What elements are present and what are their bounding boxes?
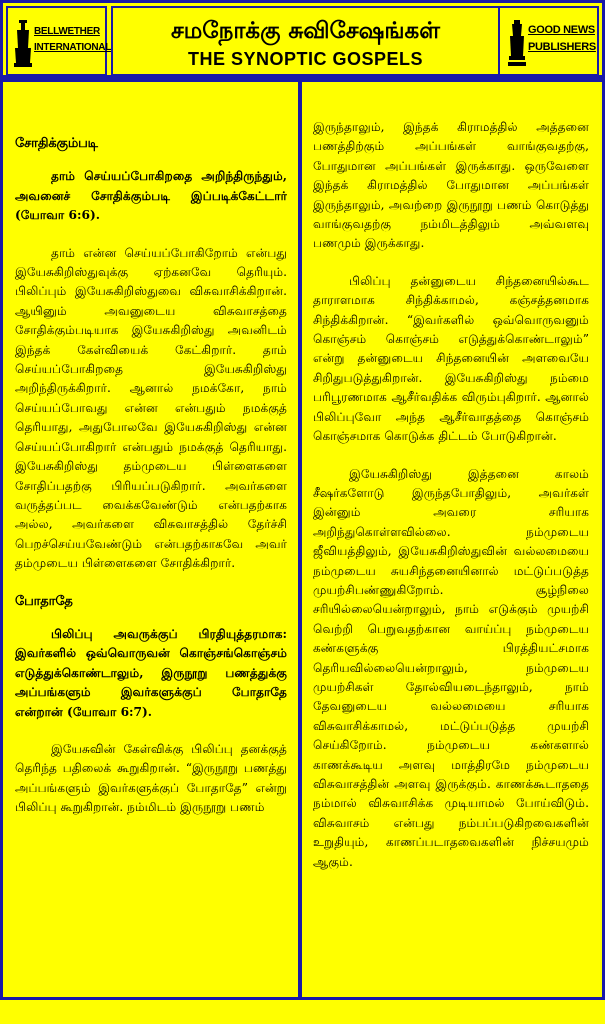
- bellwether-logo-icon: [14, 18, 32, 68]
- section-verse-john-6-6: தாம் செய்யப்போகிறதை அறிந்திருந்தும், அவனைச் சோதிக்கும்படி இப்படிக்கேட்டார் (யோவா 6:6).: [15, 169, 287, 223]
- page-header: [0, 0, 605, 78]
- title-box: [111, 6, 500, 76]
- left-column: [15, 134, 287, 1024]
- bellwether-logo-box: [6, 6, 112, 76]
- section-heading-pothathe: போதாதே: [15, 593, 73, 609]
- paragraph-philip-thinking: பிலிப்பு தன்னுடைய சிந்தனையில்கூட தாராளமாக சிந்திக்காமல், கஞ்சத்தனமாக சிந்திக்கிறான். “இவர்களில் ஒவ்வொருவனும் கொஞ்சம் கொஞ்சம் எடுத்துக்கொண்டாலும்” என்று தன்னுடைய சிந்தனையின் அளவையே சிறிதுபடுத்துகிறான். இயேசுகிறிஸ்து நம்மை பரிபூரணமாக ஆசீர்வதிக்க விரும்புகிறார். ஆனால் பிலிப்புவோ அந்த ஆசீர்வாதத்தை கொஞ்சம் கொஞ்சமாக கொடுக்க திட்டம் போடுகிறான்.: [313, 273, 589, 444]
- good-news-logo-box: [498, 6, 599, 76]
- section-heading-sothikkumpadi: சோதிக்கும்படி: [15, 136, 98, 151]
- bellwether-logo-text: BELLWETHER INTERNATIONAL: [34, 26, 112, 53]
- good-news-logo-icon: [508, 18, 526, 68]
- paragraph-continued: இருந்தாலும், இந்தக் கிராமத்தில் அத்தனை பணத்திற்கும் அப்பங்கள் வாங்குவதற்கு, போதுமான அப்பங்கள் இருக்காது. ஒருவேளை இந்தக் கிராமத்தில் போதுமான அப்பங்கள் இருந்தாலும், அவற்றை இருநூறு பணம் கொடுத்து வாங்குவதற்கு நம்மிடத்திலும் அவ்வளவு பணமும் இருக்காது.: [313, 120, 589, 251]
- right-column: [313, 118, 589, 998]
- column-divider: [298, 82, 302, 1000]
- page-title-english: THE SYNOPTIC GOSPELS: [187, 49, 424, 69]
- page-title-tamil: சமநோக்கு சுவிசேஷங்கள்: [171, 18, 440, 44]
- paragraph-faith: இயேசுகிறிஸ்து இத்தனை காலம் சீஷர்களோடு இருந்தபோதிலும், அவர்கள் இன்னும் அவரை சரியாக அறிந்துகொள்ளவில்லை. நம்முடைய ஜீவியத்திலும், இயேசுகிறிஸ்துவின் வல்லமையை நம்முடைய சுயசிந்தனையினால் மட்டுப்படுத்த முயற்சிபண்ணுகிறோம். சூழ்நிலை சரியில்லையென்றாலும், நாம் எடுக்கும் முயற்சி வெற்றி பெறுவதற்கான வாய்ப்பு நம்முடைய கண்களுக்கு பிரத்தியட்சமாக தெரியவில்லையென்றாலும், நம்முடைய முயற்சிகள் தோல்வியடைந்தாலும், நாம் தேவனுடைய வல்லமையை சரியாக விசுவாசிக்காமல், மட்டுப்படுத்த முயற்சி செய்கிறோம். நம்முடைய கண்களால் காணக்கூடிய அளவு மாத்திரமே நம்முடைய விசுவாசத்தின் அளவு இருக்கும். காணக்கூடாததை நம்மால் விசுவாசிக்க முடியாமல் போய்விடும். விசுவாசம் என்பது நம்பப்படுகிறவைகளின் உறுதியும், காணப்படாதவைகளின் நிச்சயமும் ஆகும்.: [313, 466, 589, 869]
- good-news-logo-text: GOOD NEWS PUBLISHERS: [528, 24, 596, 53]
- section-paragraph-philip-answer: இயேசுவின் கேள்விக்கு பிலிப்பு தனக்குத் தெரிந்த பதிலைக் கூறுகிறான். “இருநூறு பணத்து அப்பங்களும் இவர்களுக்குப் போதாதே” என்று பிலிப்பு கூறுகிறான். நம்மிடம் இருநூறு பணம்: [15, 741, 287, 815]
- section-paragraph-testing: தாம் என்ன செய்யப்போகிறோம் என்பது இயேசுகிறிஸ்துவுக்கு ஏற்கனவே தெரியும். பிலிப்பும் இயேசுகிறிஸ்துவை விசுவாசிக்கிறான். ஆயினும் அவனுடைய விசுவாசத்தை சோதிக்கும்படியாக இயேசுகிறிஸ்து அவனிடம் இந்தக் கேள்வியைக் கேட்கிறார். தாம் செய்யப்போகிறதை இயேசுகிறிஸ்து அறிந்திருக்கிறார். ஆனால் நமக்கோ, நாம் செய்யப்போவது என்ன என்பதும் நமக்குத் தெரியாது, அதுபோலவே இயேசுகிறிஸ்து என்ன செய்யப்போகிறார் என்பதும் நமக்குத் தெரியாது. இயேசுகிறிஸ்து தம்முடைய பிள்ளைகளை சோதிப்பதற்கு பிரியப்படுகிறார். அவர்களை வருத்தப்பட வைக்கவேண்டும் என்பதற்காக அல்ல, அவர்களை விசுவாசத்தில் தேர்ச்சி பெறச்செய்யவேண்டும் என்பதற்காகவே அவர் தம்முடைய பிள்ளைகளை சோதிக்கிறார்.: [15, 245, 287, 571]
- section-verse-john-6-7: பிலிப்பு அவருக்குப் பிரதியுத்தரமாக: இவர்களில் ஒவ்வொருவன் கொஞ்சங்கொஞ்சம் எடுத்துக்கொண்டாலும், இருநூறு பணத்துக்கு அப்பங்களும் இவர்களுக்குப் போதாதே என்றான் (யோவா 6:7).: [15, 626, 287, 719]
